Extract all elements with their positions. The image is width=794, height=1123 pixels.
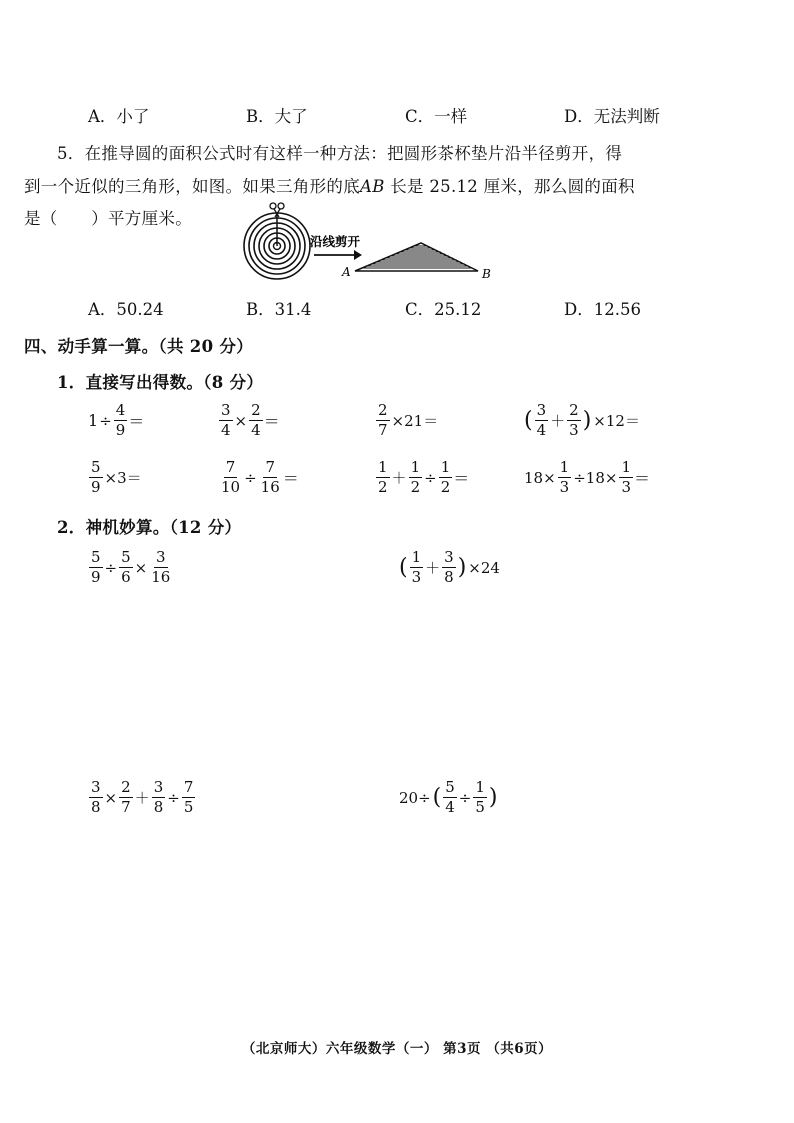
expr-11: $\frac{3}{8}$ × $\frac{2}{7}$ ＋ $\frac{3}{8}$ ÷ $\frac{7}{5}$ [91,778,194,816]
expr-1: 1 ÷ $\frac{4}{9}$ ＝ [88,401,145,439]
q5-option-d: D．12.56 [564,300,641,319]
q5-option-c: C．25.12 [405,300,482,319]
q4-option-b: B．大了 [246,107,308,126]
expr-4: ( $\frac{3}{4}$ ＋ $\frac{2}{3}$ ) ×12＝ [524,401,640,439]
expr-9: $\frac{5}{9}$ ÷ $\frac{5}{6}$ × $\frac{3}{16}$ [91,548,171,586]
point-a-label: A [342,265,351,279]
expr-6: $\frac{7}{10}$ ÷ $\frac{7}{16}$ ＝ [221,458,299,496]
striped-triangle [355,243,478,271]
q5-line-2-ab: AB [360,177,385,196]
expr-12: 20÷ ( $\frac{5}{4}$ ÷ $\frac{1}{5}$ ) [399,778,498,816]
q5-line-3: 是（ ）平方厘米。 [24,209,192,228]
q5-line-2 [24,173,635,197]
q4-option-c: C．一样 [405,107,468,126]
expr-10: ( $\frac{1}{3}$ ＋ $\frac{3}{8}$ ) ×24 [399,548,500,586]
coaster-circle [244,213,310,279]
part-2-title: 2．神机妙算。（12 分） [57,518,242,537]
scissors-icon [270,203,284,217]
fraction: $\frac{4}{9}$ [115,401,126,439]
q5-option-a: A．50.24 [88,300,164,319]
q4-option-a: A．小了 [88,107,150,126]
q5-figure [238,198,498,283]
q5-line-1: 5．在推导圆的面积公式时有这样一种方法：把圆形茶杯垫片沿半径剪开，得 [57,144,623,163]
part-1-title: 1．直接写出得数。（8 分） [57,373,264,392]
q4-option-d: D．无法判断 [564,107,660,126]
arrow-right-icon [314,250,362,260]
expr-8: 18× $\frac{1}{3}$ ÷18× $\frac{1}{3}$ ＝ [524,458,650,496]
q5-line-2-b: 长是 25.12 厘米，那么圆的面积 [384,177,635,196]
expr-7: $\frac{1}{2}$ ＋ $\frac{1}{2}$ ÷ $\frac{1}{2}$ ＝ [378,458,470,496]
section-4-title: 四、动手算一算。（共 20 分） [24,337,253,356]
expr-5: $\frac{5}{9}$ ×3＝ [91,458,142,496]
arrow-label: 沿线剪开 [310,234,361,249]
q5-option-b: B．31.4 [246,300,312,319]
q5-line-2-a: 到一个近似的三角形，如图。如果三角形的底 [24,177,360,196]
point-b-label: B [482,267,491,281]
expr-2: $\frac{3}{4}$ × $\frac{2}{4}$ ＝ [221,401,280,439]
page-footer: （北京师大）六年级数学（一） 第3页 （共6页） [241,1041,553,1057]
expr-3: $\frac{2}{7}$ ×21＝ [378,401,439,439]
